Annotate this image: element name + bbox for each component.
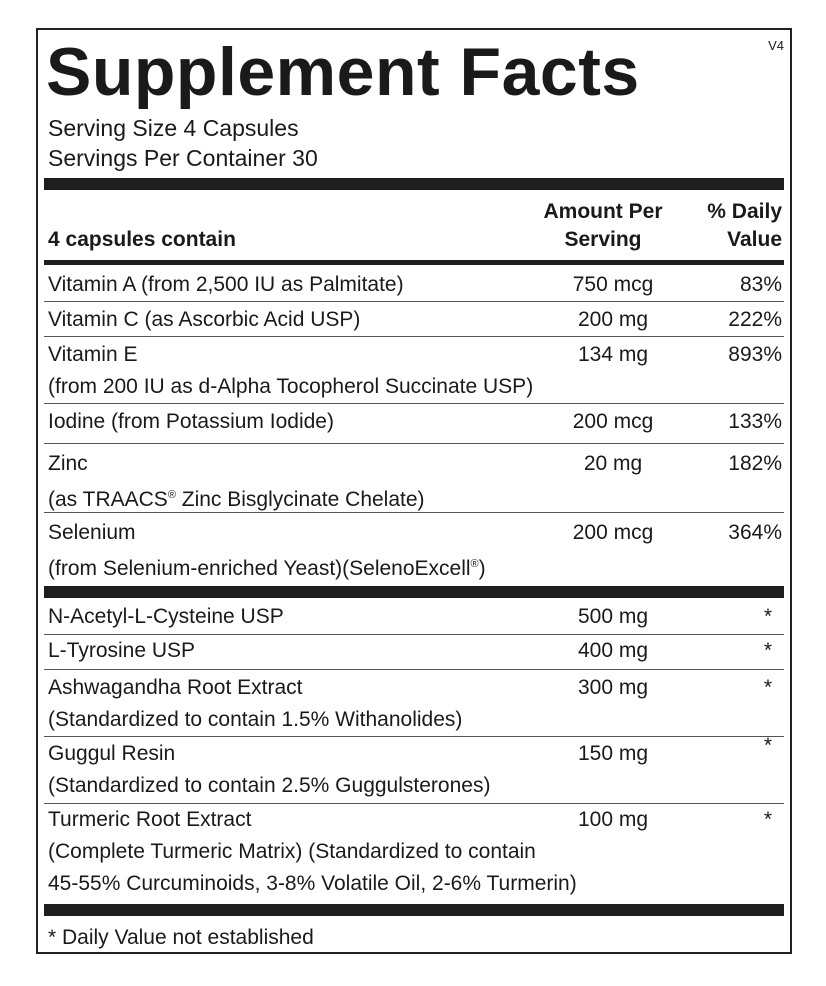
header-dv-line1: % Daily [707, 200, 782, 223]
nutrient-daily-value: 222% [728, 308, 782, 331]
nutrient-name: Vitamin A (from 2,500 IU as Palmitate) [48, 273, 404, 296]
nutrient-daily-value: 364% [728, 521, 782, 544]
nutrient-daily-value: 133% [728, 410, 782, 433]
thick-divider [44, 178, 784, 190]
thick-divider [44, 586, 784, 598]
ingredient-name: Guggul Resin [48, 742, 176, 765]
nutrient-name: Zinc [48, 452, 88, 475]
ingredient-standardization: (Standardized to contain 1.5% Withanolides) [48, 708, 463, 731]
footnote: * Daily Value not established [48, 926, 314, 949]
row-divider [44, 669, 784, 670]
ingredient-name: N-Acetyl-L-Cysteine USP [48, 605, 284, 628]
version-label: V4 [768, 38, 784, 53]
row-divider [44, 443, 784, 444]
nutrient-name: Vitamin E [48, 343, 138, 366]
ingredient-amount: 400 mg [577, 639, 649, 662]
nutrient-source: (from 200 IU as d-Alpha Tocopherol Succinate USP) [48, 375, 534, 398]
ingredient-daily-value: * [763, 676, 772, 699]
row-divider [44, 736, 784, 737]
row-divider [44, 512, 784, 513]
row-divider [44, 301, 784, 302]
nutrient-amount: 200 mcg [572, 410, 654, 433]
ingredient-amount: 150 mg [577, 742, 649, 765]
ingredient-amount: 500 mg [577, 605, 649, 628]
nutrient-source: (as TRAACS® Zinc Bisglycinate Chelate) [48, 488, 425, 511]
thick-divider [44, 904, 784, 916]
header-amount-line2: Serving [564, 228, 642, 251]
nutrient-amount: 200 mg [577, 308, 649, 331]
nutrient-daily-value: 182% [728, 452, 782, 475]
nutrient-name: Selenium [48, 521, 136, 544]
nutrient-name: Iodine (from Potassium Iodide) [48, 410, 334, 433]
ingredient-name: Ashwagandha Root Extract [48, 676, 303, 699]
ingredient-daily-value: * [763, 734, 772, 757]
row-divider [44, 403, 784, 404]
serving-size: Serving Size 4 Capsules [48, 115, 299, 141]
header-divider [44, 260, 784, 265]
header-amount-line1: Amount Per [543, 200, 663, 223]
header-dv-line2: Value [727, 228, 782, 251]
servings-per-container: Servings Per Container 30 [48, 145, 318, 171]
ingredient-name: Turmeric Root Extract [48, 808, 252, 831]
nutrient-daily-value: 83% [739, 273, 782, 296]
nutrient-daily-value: 893% [728, 343, 782, 366]
nutrient-source: (from Selenium-enriched Yeast)(SelenoExcell®) [48, 557, 486, 580]
nutrient-amount: 200 mcg [572, 521, 654, 544]
nutrient-amount: 750 mcg [572, 273, 654, 296]
ingredient-standardization: (Complete Turmeric Matrix) (Standardized to contain [48, 840, 536, 863]
ingredient-amount: 300 mg [577, 676, 649, 699]
ingredient-name: L-Tyrosine USP [48, 639, 196, 662]
panel-title: Supplement Facts [46, 34, 640, 110]
nutrient-amount: 134 mg [577, 343, 649, 366]
ingredient-daily-value: * [763, 639, 772, 662]
nutrient-name: Vitamin C (as Ascorbic Acid USP) [48, 308, 361, 331]
nutrient-amount: 20 mg [583, 452, 643, 475]
header-contain: 4 capsules contain [48, 228, 236, 251]
ingredient-daily-value: * [763, 808, 772, 831]
ingredient-amount: 100 mg [577, 808, 649, 831]
supplement-facts-panel [36, 28, 792, 954]
ingredient-standardization: (Standardized to contain 2.5% Guggulsterones) [48, 774, 491, 797]
ingredient-standardization: 45-55% Curcuminoids, 3-8% Volatile Oil, 2-6% Turmerin) [48, 872, 577, 895]
ingredient-daily-value: * [763, 605, 772, 628]
row-divider [44, 336, 784, 337]
